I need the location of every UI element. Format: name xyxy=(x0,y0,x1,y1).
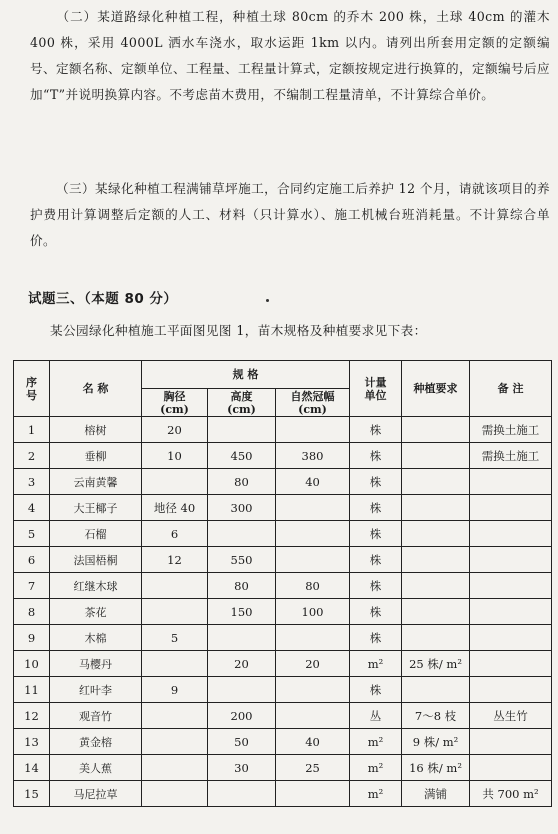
cell-height xyxy=(208,417,276,443)
cell-req xyxy=(402,495,470,521)
cell-crown: 100 xyxy=(276,599,350,625)
cell-dbh: 10 xyxy=(142,443,208,469)
cell-height xyxy=(208,521,276,547)
table-row xyxy=(14,547,552,573)
cell-req xyxy=(402,521,470,547)
table-intro: 某公园绿化种植施工平面图见图 1，苗木规格及种植要求见下表： xyxy=(50,323,427,338)
table-row xyxy=(14,573,552,599)
cell-dbh: 20 xyxy=(142,417,208,443)
cell-name: 木棉 xyxy=(50,625,142,651)
header-height: 高度(cm) xyxy=(208,389,276,417)
table-row xyxy=(14,729,552,755)
cell-unit: 株 xyxy=(350,547,402,573)
cell-crown xyxy=(276,521,350,547)
seedling-spec-table xyxy=(13,360,552,807)
cell-dbh xyxy=(142,469,208,495)
table-row xyxy=(14,599,552,625)
cell-crown xyxy=(276,547,350,573)
cell-name: 大王椰子 xyxy=(50,495,142,521)
cell-crown xyxy=(276,781,350,807)
cell-unit: 株 xyxy=(350,443,402,469)
cell-dbh: 12 xyxy=(142,547,208,573)
table-row xyxy=(14,625,552,651)
question-3-paragraph: （三）某绿化种植工程满铺草坪施工，合同约定施工后养护 12 个月，请就该项目的养护费用计算调整后定额的人工、材料（只计算水）、施工机械台班消耗量。不计算综合单价。 xyxy=(30,181,550,248)
cell-name: 云南黄馨 xyxy=(50,469,142,495)
table-row xyxy=(14,781,552,807)
cell-name: 观音竹 xyxy=(50,703,142,729)
header-note: 备 注 xyxy=(470,361,552,417)
cell-height: 50 xyxy=(208,729,276,755)
cell-seq: 1 xyxy=(14,417,50,443)
cell-height: 550 xyxy=(208,547,276,573)
cell-note xyxy=(470,521,552,547)
cell-req xyxy=(402,573,470,599)
cell-note xyxy=(470,625,552,651)
cell-crown: 25 xyxy=(276,755,350,781)
cell-name: 美人蕉 xyxy=(50,755,142,781)
cell-height xyxy=(208,625,276,651)
table-row xyxy=(14,755,552,781)
cell-height xyxy=(208,781,276,807)
cell-dbh: 5 xyxy=(142,625,208,651)
scan-speck xyxy=(266,299,269,302)
cell-note xyxy=(470,469,552,495)
cell-unit: 株 xyxy=(350,599,402,625)
cell-req: 16 株/ m² xyxy=(402,755,470,781)
cell-seq: 2 xyxy=(14,443,50,469)
header-dbh: 胸径(cm) xyxy=(142,389,208,417)
table-row xyxy=(14,651,552,677)
cell-unit: 株 xyxy=(350,677,402,703)
cell-crown xyxy=(276,703,350,729)
cell-req xyxy=(402,417,470,443)
cell-unit: 株 xyxy=(350,521,402,547)
cell-crown: 80 xyxy=(276,573,350,599)
cell-note: 需换土施工 xyxy=(470,443,552,469)
cell-name: 茶花 xyxy=(50,599,142,625)
cell-seq: 14 xyxy=(14,755,50,781)
cell-unit: m² xyxy=(350,781,402,807)
cell-height: 30 xyxy=(208,755,276,781)
cell-crown xyxy=(276,495,350,521)
cell-req xyxy=(402,677,470,703)
cell-seq: 12 xyxy=(14,703,50,729)
cell-crown: 380 xyxy=(276,443,350,469)
table-row xyxy=(14,521,552,547)
cell-dbh xyxy=(142,573,208,599)
cell-seq: 11 xyxy=(14,677,50,703)
table-row xyxy=(14,703,552,729)
cell-dbh xyxy=(142,651,208,677)
cell-unit: m² xyxy=(350,651,402,677)
cell-name: 垂柳 xyxy=(50,443,142,469)
cell-seq: 5 xyxy=(14,521,50,547)
cell-req: 9 株/ m² xyxy=(402,729,470,755)
cell-req xyxy=(402,599,470,625)
cell-unit: 株 xyxy=(350,573,402,599)
cell-height: 20 xyxy=(208,651,276,677)
cell-unit: 株 xyxy=(350,495,402,521)
table-row xyxy=(14,417,552,443)
cell-dbh xyxy=(142,729,208,755)
table-body xyxy=(14,417,552,807)
cell-name: 红继木球 xyxy=(50,573,142,599)
cell-height: 200 xyxy=(208,703,276,729)
cell-unit: 丛 xyxy=(350,703,402,729)
header-spec: 规 格 xyxy=(142,361,350,389)
cell-note xyxy=(470,495,552,521)
cell-unit: m² xyxy=(350,729,402,755)
cell-name: 红叶李 xyxy=(50,677,142,703)
cell-height: 450 xyxy=(208,443,276,469)
cell-seq: 8 xyxy=(14,599,50,625)
table-row xyxy=(14,469,552,495)
cell-height: 300 xyxy=(208,495,276,521)
cell-req xyxy=(402,443,470,469)
cell-seq: 9 xyxy=(14,625,50,651)
header-seq: 序号 xyxy=(14,361,50,417)
cell-note xyxy=(470,677,552,703)
cell-name: 法国梧桐 xyxy=(50,547,142,573)
cell-seq: 6 xyxy=(14,547,50,573)
cell-unit: 株 xyxy=(350,469,402,495)
cell-note xyxy=(470,651,552,677)
cell-height xyxy=(208,677,276,703)
cell-req: 25 株/ m² xyxy=(402,651,470,677)
cell-req xyxy=(402,469,470,495)
cell-dbh xyxy=(142,599,208,625)
cell-seq: 3 xyxy=(14,469,50,495)
cell-seq: 7 xyxy=(14,573,50,599)
table-row xyxy=(14,443,552,469)
question-2-paragraph: （二）某道路绿化种植工程，种植土球 80cm 的乔木 200 株，土球 40cm 的灌木 400 株，采用 4000L 洒水车浇水，取水运距 1km 以内。请列出所套用定额的定额编号、定额名称、定额单位、工程量、工程量计算式，定额按规定进行换算的，定额编号后应加“T”并说明换算内容。不考虑苗木费用，不编制工程量清单，不计算综合单价。 xyxy=(30,9,550,102)
cell-height: 80 xyxy=(208,573,276,599)
cell-req xyxy=(402,547,470,573)
cell-crown xyxy=(276,417,350,443)
cell-name: 石榴 xyxy=(50,521,142,547)
cell-name: 马樱丹 xyxy=(50,651,142,677)
cell-req xyxy=(402,625,470,651)
cell-dbh xyxy=(142,781,208,807)
cell-note xyxy=(470,729,552,755)
cell-dbh: 6 xyxy=(142,521,208,547)
cell-note: 丛生竹 xyxy=(470,703,552,729)
cell-dbh: 地径 40 xyxy=(142,495,208,521)
cell-unit: m² xyxy=(350,755,402,781)
header-name: 名 称 xyxy=(50,361,142,417)
cell-name: 黄金榕 xyxy=(50,729,142,755)
table-row xyxy=(14,677,552,703)
cell-dbh: 9 xyxy=(142,677,208,703)
cell-height: 150 xyxy=(208,599,276,625)
header-crown: 自然冠幅(cm) xyxy=(276,389,350,417)
cell-crown: 20 xyxy=(276,651,350,677)
cell-req: 满铺 xyxy=(402,781,470,807)
cell-seq: 4 xyxy=(14,495,50,521)
cell-note xyxy=(470,755,552,781)
header-req: 种植要求 xyxy=(402,361,470,417)
cell-note xyxy=(470,547,552,573)
table-row xyxy=(14,495,552,521)
cell-req: 7～8 枝 xyxy=(402,703,470,729)
cell-note xyxy=(470,599,552,625)
cell-name: 马尼拉草 xyxy=(50,781,142,807)
cell-seq: 15 xyxy=(14,781,50,807)
cell-note: 需换土施工 xyxy=(470,417,552,443)
cell-name: 榕树 xyxy=(50,417,142,443)
cell-unit: 株 xyxy=(350,625,402,651)
header-unit: 计量单位 xyxy=(350,361,402,417)
cell-crown: 40 xyxy=(276,469,350,495)
cell-dbh xyxy=(142,703,208,729)
table-header-row xyxy=(14,361,552,389)
cell-unit: 株 xyxy=(350,417,402,443)
cell-seq: 13 xyxy=(14,729,50,755)
cell-note: 共 700 m² xyxy=(470,781,552,807)
cell-dbh xyxy=(142,755,208,781)
cell-seq: 10 xyxy=(14,651,50,677)
cell-crown xyxy=(276,677,350,703)
cell-crown: 40 xyxy=(276,729,350,755)
section-heading: 试题三、（本题 80 分） xyxy=(28,291,178,307)
cell-crown xyxy=(276,625,350,651)
cell-note xyxy=(470,573,552,599)
cell-height: 80 xyxy=(208,469,276,495)
